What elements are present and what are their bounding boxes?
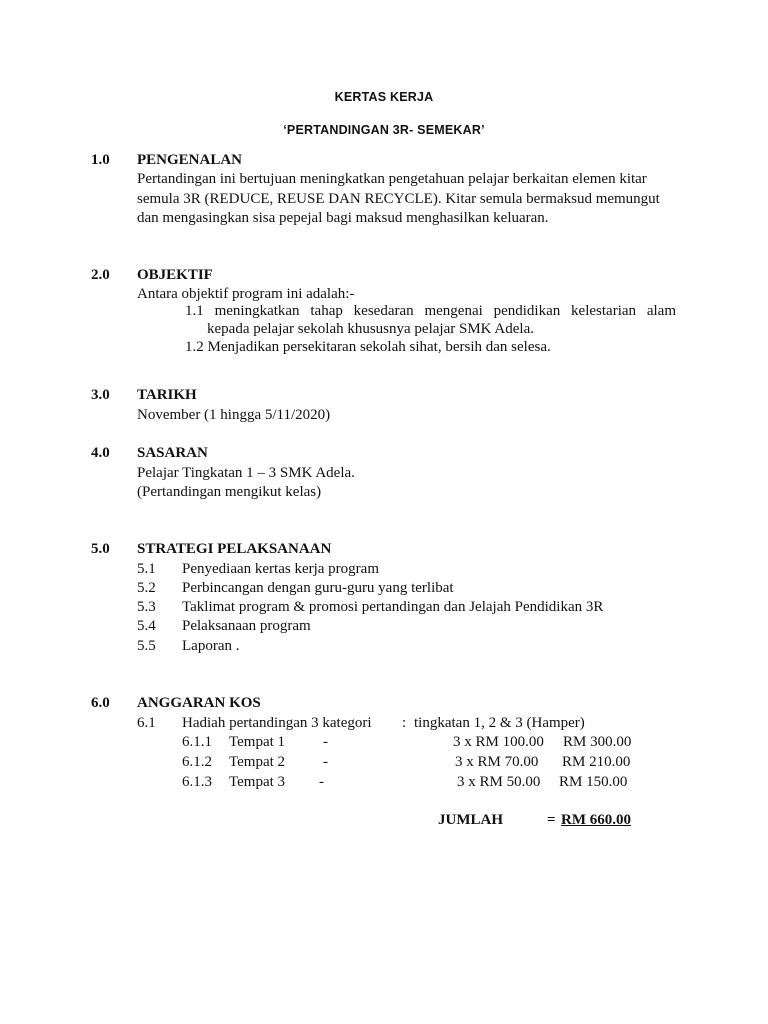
strategi-item-text: Laporan . xyxy=(182,638,240,654)
strategi-item-number: 5.5 xyxy=(137,638,156,654)
cost-row-total: RM 300.00 xyxy=(563,734,632,750)
jumlah-value: RM 660.00 xyxy=(561,812,631,828)
cost-row-total: RM 210.00 xyxy=(562,754,631,770)
jumlah-label: JUMLAH xyxy=(438,812,503,828)
section-number-1: 1.0 xyxy=(91,152,110,168)
section-heading-anggaran: ANGGARAN KOS xyxy=(137,695,261,711)
document-title: KERTAS KERJA xyxy=(334,90,434,104)
objektif-item-2: 1.2 Menjadikan persekitaran sekolah sihat, bersih dan selesa. xyxy=(185,339,551,355)
anggaran-item-colon: : xyxy=(402,715,407,731)
section-heading-objektif: OBJEKTIF xyxy=(137,267,213,283)
cost-row-total: RM 150.00 xyxy=(559,774,628,790)
strategi-item-text: Taklimat program & promosi pertandingan dan Jelajah Pendidikan 3R xyxy=(182,599,604,615)
document-subtitle: ‘PERTANDINGAN 3R- SEMEKAR’ xyxy=(283,123,485,137)
section-number-5: 5.0 xyxy=(91,541,110,557)
section-number-3: 3.0 xyxy=(91,387,110,403)
jumlah-equals: = xyxy=(547,812,556,828)
cost-row-number: 6.1.2 xyxy=(182,754,212,770)
cost-row-dash: - xyxy=(323,754,328,770)
pengenalan-line-1: Pertandingan ini bertujuan meningkatkan pengetahuan pelajar berkaitan elemen kitar xyxy=(137,171,647,187)
cost-row-label: Tempat 1 xyxy=(229,734,286,750)
anggaran-item-detail: tingkatan 1, 2 & 3 (Hamper) xyxy=(414,715,585,731)
strategi-item-text: Pelaksanaan program xyxy=(182,618,311,634)
section-heading-strategi: STRATEGI PELAKSANAAN xyxy=(137,541,332,557)
sasaran-line-1: Pelajar Tingkatan 1 – 3 SMK Adela. xyxy=(137,465,355,481)
section-heading-pengenalan: PENGENALAN xyxy=(137,152,243,168)
cost-row-number: 6.1.1 xyxy=(182,734,212,750)
strategi-item-number: 5.2 xyxy=(137,580,156,596)
section-heading-tarikh: TARIKH xyxy=(137,387,197,403)
section-number-6: 6.0 xyxy=(91,695,110,711)
section-number-4: 4.0 xyxy=(91,445,110,461)
cost-row-label: Tempat 3 xyxy=(229,774,286,790)
objektif-intro: Antara objektif program ini adalah:- xyxy=(137,286,355,302)
pengenalan-line-2: semula 3R (REDUCE, REUSE DAN RECYCLE). Kitar semula bermaksud memungut xyxy=(137,191,660,207)
objektif-item-1-line-1: 1.1 meningkatkan tahap kesedaran mengenai pendidikan kelestarian alam xyxy=(185,303,676,319)
anggaran-item-text: Hadiah pertandingan 3 kategori xyxy=(182,715,372,731)
anggaran-item-number: 6.1 xyxy=(137,715,156,731)
cost-row-calc: 3 x RM 50.00 xyxy=(457,774,541,790)
cost-row-number: 6.1.3 xyxy=(182,774,212,790)
cost-row-calc: 3 x RM 100.00 xyxy=(453,734,544,750)
section-number-2: 2.0 xyxy=(91,267,110,283)
strategi-item-number: 5.4 xyxy=(137,618,156,634)
cost-row-dash: - xyxy=(319,774,324,790)
objektif-item-1-line-2: kepada pelajar sekolah khususnya pelajar SMK Adela. xyxy=(207,321,534,337)
strategi-item-text: Perbincangan dengan guru-guru yang terlibat xyxy=(182,580,454,596)
strategi-item-text: Penyediaan kertas kerja program xyxy=(182,561,379,577)
section-heading-sasaran: SASARAN xyxy=(137,445,208,461)
sasaran-line-2: (Pertandingan mengikut kelas) xyxy=(137,484,322,500)
cost-row-label: Tempat 2 xyxy=(229,754,286,770)
strategi-item-number: 5.3 xyxy=(137,599,156,615)
strategi-item-number: 5.1 xyxy=(137,561,156,577)
tarikh-text: November (1 hingga 5/11/2020) xyxy=(137,407,331,423)
cost-row-dash: - xyxy=(323,734,328,750)
pengenalan-line-3: dan mengasingkan sisa pepejal bagi maksud menghasilkan keluaran. xyxy=(137,210,549,226)
cost-row-calc: 3 x RM 70.00 xyxy=(455,754,539,770)
